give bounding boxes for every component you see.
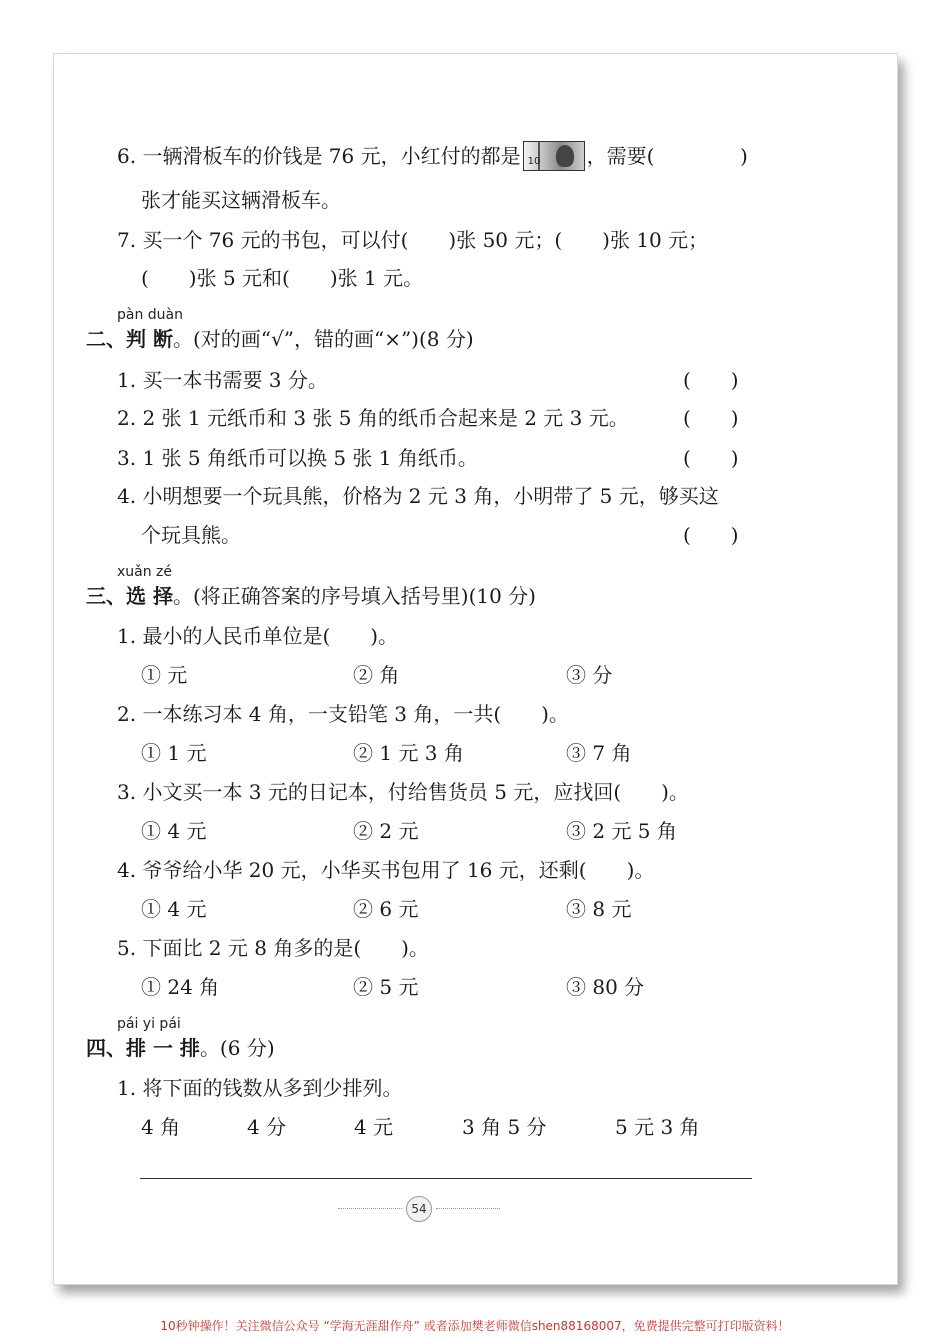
choice-1-option-1: ① 元 bbox=[141, 663, 188, 687]
judge-answer-2: ( ) bbox=[683, 406, 739, 430]
q6-line2: 张才能买这辆滑板车。 bbox=[141, 188, 341, 212]
section2-title: 判 断 bbox=[126, 327, 173, 351]
amount-5: 5 元 3 角 bbox=[615, 1115, 700, 1139]
amount-3: 4 元 bbox=[354, 1115, 394, 1139]
judge-answer-3: ( ) bbox=[683, 446, 739, 470]
choice-2-option-2: ② 1 元 3 角 bbox=[353, 741, 464, 765]
section2-heading bbox=[86, 325, 474, 353]
banknote-value: 10 bbox=[527, 155, 541, 167]
choice-5-option-3: ③ 80 分 bbox=[566, 975, 645, 999]
section3-number: 三、 bbox=[86, 584, 126, 608]
page-number: 54 bbox=[406, 1196, 432, 1222]
judge-item-4: 4. 小明想要一个玩具熊，价格为 2 元 3 角，小明带了 5 元，够买这 bbox=[117, 484, 719, 508]
section4-pinyin: pái yi pái bbox=[117, 1016, 181, 1032]
section4-title: 排 一 排 bbox=[126, 1036, 200, 1060]
section3-pinyin: xuǎn zé bbox=[117, 564, 173, 580]
judge-answer-4: ( ) bbox=[683, 523, 739, 547]
q6-text-post: ，需要( bbox=[586, 144, 655, 168]
section4-instruction: 。(6 分) bbox=[199, 1036, 275, 1060]
choice-4-option-1: ① 4 元 bbox=[141, 897, 207, 921]
choice-question-5: 5. 下面比 2 元 8 角多的是( )。 bbox=[117, 936, 429, 960]
page-dots-left bbox=[338, 1208, 402, 1209]
choice-4-option-3: ③ 8 元 bbox=[566, 897, 632, 921]
q6-text-pre: 6. 一辆滑板车的价钱是 76 元，小红付的都是 bbox=[117, 144, 521, 168]
judge-item-4-cont: 个玩具熊。 bbox=[141, 523, 241, 547]
section4-number: 四、 bbox=[86, 1036, 126, 1060]
judge-answer-1: ( ) bbox=[683, 368, 739, 392]
amount-1: 4 角 bbox=[141, 1115, 181, 1139]
choice-question-2: 2. 一本练习本 4 角，一支铅笔 3 角，一共( )。 bbox=[117, 702, 569, 726]
section3-instruction: 。(将正确答案的序号填入括号里)(10 分) bbox=[172, 584, 536, 608]
section3-title: 选 择 bbox=[126, 584, 173, 608]
section2-number: 二、 bbox=[86, 327, 126, 351]
choice-4-option-2: ② 6 元 bbox=[353, 897, 419, 921]
choice-3-option-2: ② 2 元 bbox=[353, 819, 419, 843]
judge-item-1: 1. 买一本书需要 3 分。 bbox=[117, 368, 328, 392]
judge-item-2: 2. 2 张 1 元纸币和 3 张 5 角的纸币合起来是 2 元 3 元。 bbox=[117, 406, 629, 430]
amount-2: 4 分 bbox=[247, 1115, 287, 1139]
choice-question-4: 4. 爷爷给小华 20 元，小华买书包用了 16 元，还剩( )。 bbox=[117, 858, 655, 882]
q7-line1: 7. 买一个 76 元的书包，可以付( )张 50 元；( )张 10 元； bbox=[117, 228, 709, 252]
choice-question-3: 3. 小文买一本 3 元的日记本，付给售货员 5 元，应找回( )。 bbox=[117, 780, 689, 804]
judge-item-3: 3. 1 张 5 角纸币可以换 5 张 1 角纸币。 bbox=[117, 446, 478, 470]
q6-line1 bbox=[117, 142, 654, 173]
footer-rule bbox=[140, 1178, 752, 1179]
choice-1-option-3: ③ 分 bbox=[566, 663, 613, 687]
promo-footer: 10秒钟操作！关注微信公众号 “学海无涯甜作舟” 或者添加樊老师微信shen88168007，免费提供完整可打印版资料！ bbox=[160, 1319, 790, 1333]
choice-3-option-1: ① 4 元 bbox=[141, 819, 207, 843]
section2-instruction: 。(对的画“√”，错的画“×”)(8 分) bbox=[172, 327, 474, 351]
q6-paren-close: ) bbox=[740, 144, 748, 168]
choice-5-option-1: ① 24 角 bbox=[141, 975, 220, 999]
section4-heading bbox=[86, 1034, 275, 1062]
sort-question-1: 1. 将下面的钱数从多到少排列。 bbox=[117, 1076, 403, 1100]
choice-3-option-3: ③ 2 元 5 角 bbox=[566, 819, 677, 843]
page-dots-right bbox=[436, 1208, 500, 1209]
banknote-image bbox=[523, 141, 585, 171]
choice-2-option-1: ① 1 元 bbox=[141, 741, 207, 765]
amount-4: 3 角 5 分 bbox=[462, 1115, 547, 1139]
section2-pinyin: pàn duàn bbox=[117, 307, 184, 323]
section3-heading bbox=[86, 582, 536, 610]
choice-5-option-2: ② 5 元 bbox=[353, 975, 419, 999]
q7-line2: ( )张 5 元和( )张 1 元。 bbox=[141, 266, 424, 290]
choice-2-option-3: ③ 7 角 bbox=[566, 741, 632, 765]
choice-question-1: 1. 最小的人民币单位是( )。 bbox=[117, 624, 399, 648]
choice-1-option-2: ② 角 bbox=[353, 663, 400, 687]
